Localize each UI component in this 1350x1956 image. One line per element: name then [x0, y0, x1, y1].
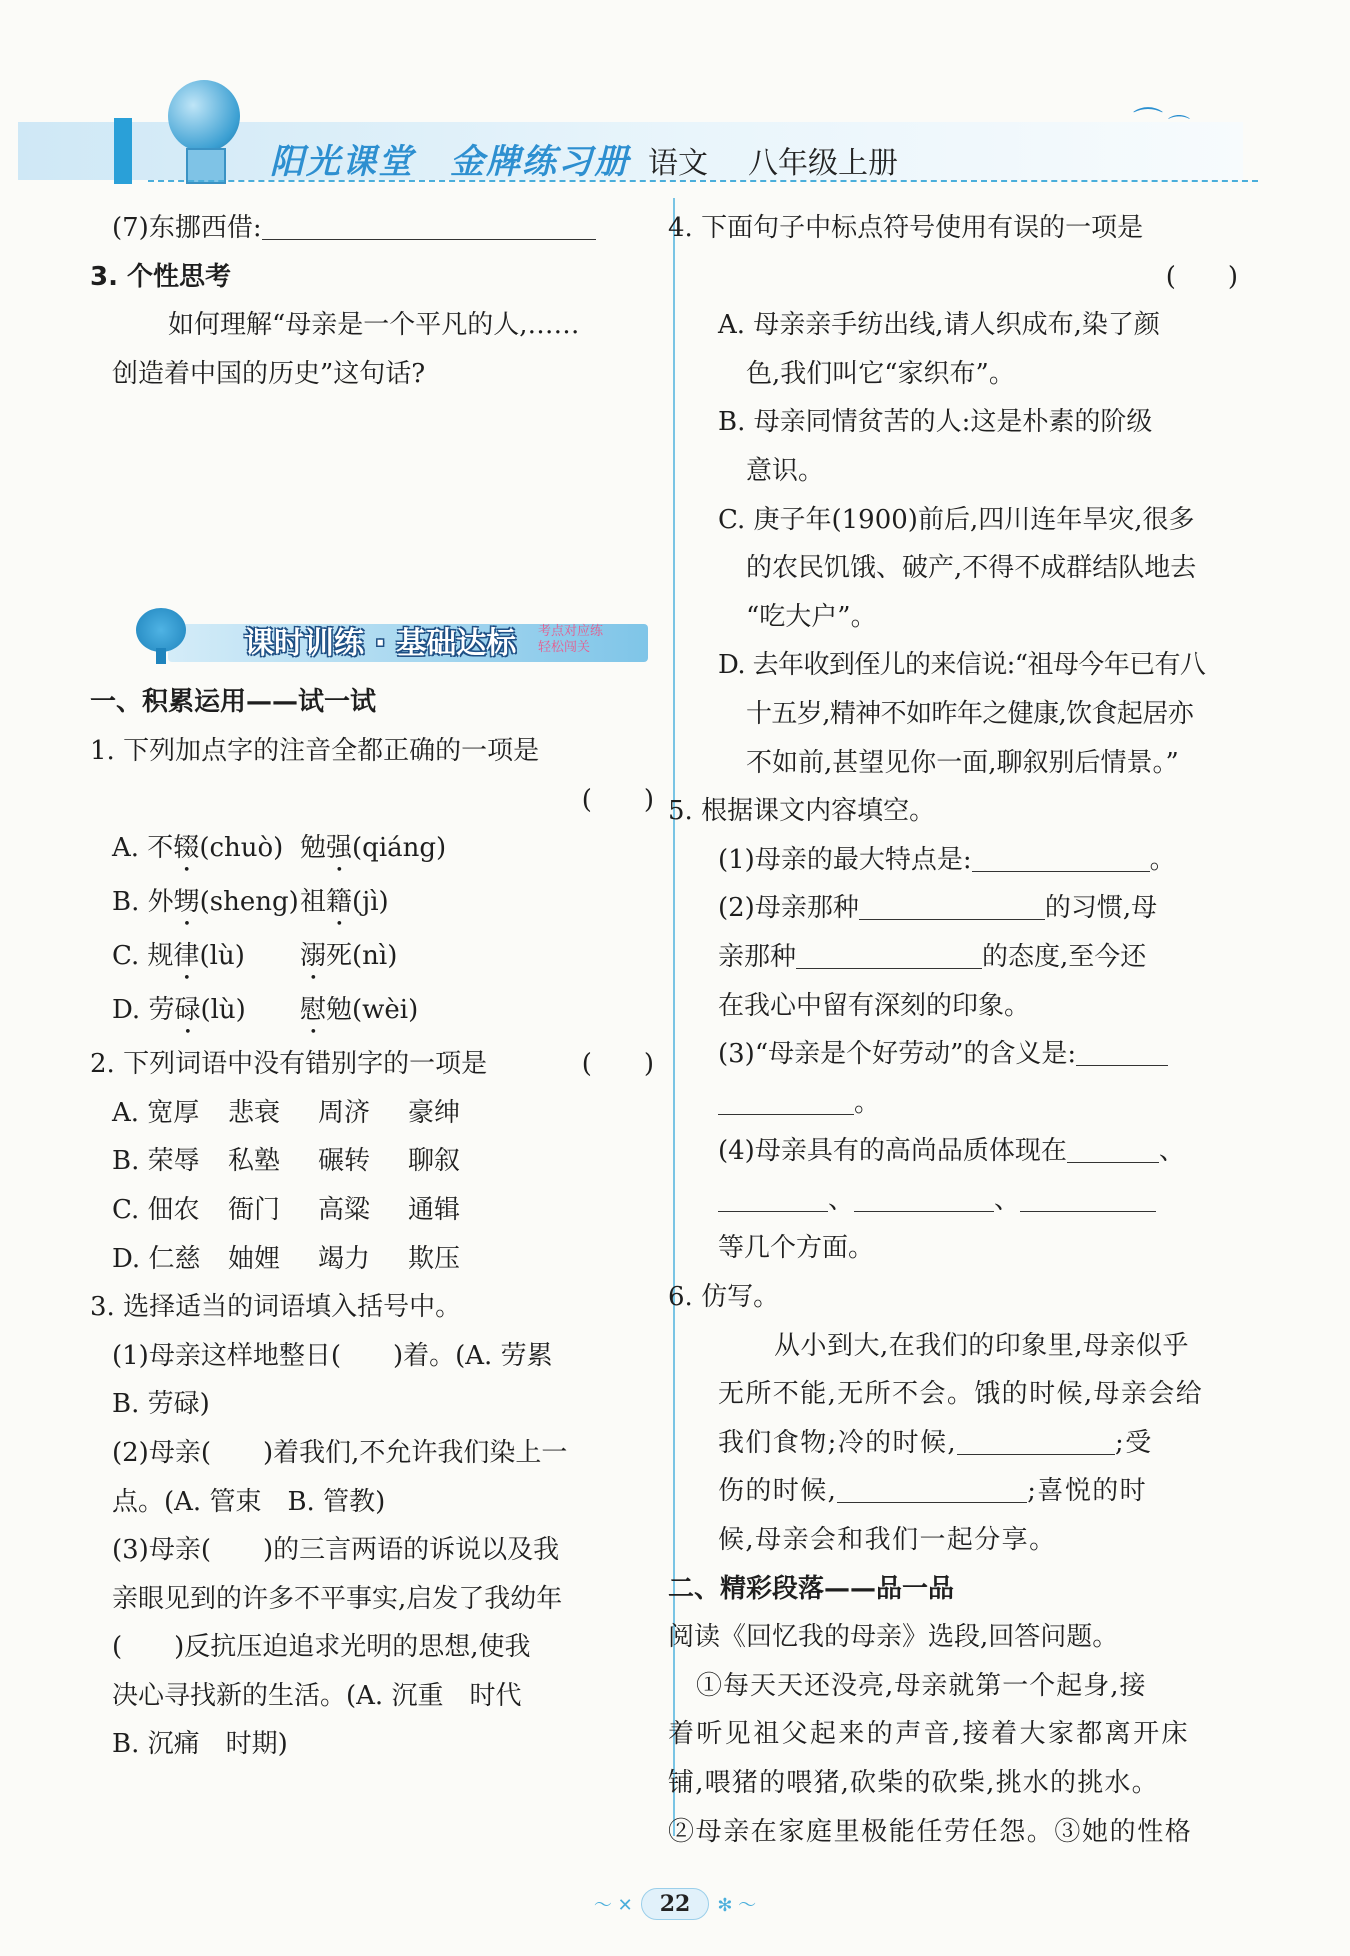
banner-title: 课时训练 · 基础达标 [244, 626, 517, 662]
q3-text: 如何理解“母亲是一个平凡的人,…… [168, 310, 580, 341]
p1-q3-text: (2)母亲( )着我们,不允许我们染上一 [112, 1437, 568, 1468]
q6-text: 我们食物;冷的时候, [718, 1427, 958, 1458]
option-text: (chuò) [199, 833, 284, 864]
p1-q3-text: B. 劳碌) [112, 1389, 210, 1420]
q4-option-a: A. 母亲亲手纺出线,请人织成布,染了颜 [718, 310, 1160, 341]
reading-passage: ①每天天还没亮,母亲就第一个起身,接 [696, 1670, 1147, 1701]
dotted-character: 强 [326, 833, 353, 864]
answer-paren[interactable]: ( ) [581, 1049, 654, 1080]
p1-q1-option-row [112, 824, 654, 878]
answer-space[interactable] [112, 398, 654, 592]
q5-text: 。 [1149, 844, 1176, 875]
globe-icon [168, 80, 240, 152]
q4-option-c: 的农民饥饿、破产,不得不成群结队地去 [746, 553, 1197, 584]
p1-q3-text: 点。(A. 管束 B. 管教) [112, 1486, 386, 1517]
q5-text: 、 [994, 1184, 1021, 1215]
reading-passage: 着听见祖父起来的声音,接着大家都离开床 [668, 1719, 1190, 1750]
q3-text: 创造着中国的历史”这句话? [112, 358, 426, 389]
option-word: 衙门 [228, 1194, 281, 1225]
answer-paren[interactable]: ( ) [581, 784, 654, 815]
q5-4-line [690, 1127, 1238, 1176]
q5-text: 。 [854, 1087, 881, 1118]
option-word: 碾转 [318, 1146, 371, 1177]
p1-q2-options [112, 1089, 654, 1283]
reading-passage: 铺,喂猪的喂猪,砍柴的砍柴,挑水的挑水。 [668, 1768, 1159, 1798]
brand-title: 阳光课堂 金牌练习册 [270, 142, 630, 182]
bird-icon: ⌒ [1168, 115, 1191, 140]
option-word: 通辑 [408, 1194, 461, 1225]
option-word: D. 仁慈 [112, 1243, 201, 1274]
q6-stem: 6. 仿写。 [668, 1282, 780, 1313]
q5-text: 、 [828, 1184, 855, 1215]
answer-blank[interactable] [796, 938, 982, 969]
header-dashed-line [148, 180, 1258, 182]
q4-option-b: 意识。 [746, 455, 825, 486]
q5-text: (3)“母亲是个好劳动”的含义是: [718, 1039, 1077, 1070]
p1-q1-stem: 1. 下列加点字的注音全都正确的一项是 [90, 735, 540, 766]
option-text: (lù) [200, 995, 246, 1026]
p1-q2-option-row [112, 1137, 654, 1186]
answer-blank[interactable] [957, 1424, 1115, 1455]
dotted-character: 溺 [300, 941, 327, 972]
option-word: 妯娌 [228, 1243, 281, 1274]
q5-2-line [690, 884, 1238, 933]
answer-blank[interactable] [1020, 1181, 1156, 1212]
q6-line [690, 1467, 1238, 1516]
q6-text: 无所不能,无所不会。饿的时候,母亲会给 [718, 1379, 1204, 1410]
p1-q3-text: B. 沉痛 时期) [112, 1729, 288, 1760]
option-part [300, 833, 446, 863]
option-part [112, 824, 300, 878]
p1-q3-text: 亲眼见到的许多不平事实,启发了我幼年 [112, 1583, 563, 1614]
p1-q1-paren-line [112, 776, 654, 825]
p1-q3-text: ( )反抗压迫追求光明的思想,使我 [112, 1632, 531, 1663]
p1-q1-option-row [112, 932, 654, 986]
q5-text: (4)母亲具有的高尚品质体现在 [718, 1136, 1067, 1167]
option-word: 竭力 [318, 1243, 371, 1274]
q5-stem: 5. 根据课文内容填空。 [668, 796, 936, 827]
banner-tag-line: 考点对应练 [538, 624, 604, 640]
q6-text: 候,母亲会和我们一起分享。 [718, 1525, 1057, 1556]
option-word: A. 宽厚 [112, 1097, 200, 1128]
q6-text: ;受 [1115, 1427, 1153, 1458]
p1-q3-text: (3)母亲( )的三言两语的诉说以及我 [112, 1535, 560, 1566]
option-text: B. 外 [112, 887, 174, 918]
dotted-character: 籍 [326, 887, 353, 918]
option-word: 豪绅 [408, 1097, 461, 1128]
q5-text: 的态度,至今还 [982, 941, 1147, 972]
p1-q3-text: (1)母亲这样地整日( )着。(A. 劳累 [112, 1340, 553, 1371]
q6-line [690, 1419, 1238, 1468]
option-text: (lù) [199, 941, 245, 972]
option-word: 私塾 [228, 1146, 281, 1177]
option-text: A. 不 [112, 833, 174, 864]
p1-q2-option-row [112, 1186, 654, 1235]
option-text: 死(nì) [326, 941, 398, 972]
tree-trunk-icon [156, 648, 166, 664]
option-text: (sheng) [199, 887, 299, 918]
p1-q2-option-row [112, 1089, 654, 1138]
p1-q1-option-row [112, 878, 654, 932]
option-part [300, 995, 418, 1025]
q7-line [112, 204, 654, 253]
subject-label: 语文 [648, 146, 708, 181]
option-word: 聊叙 [408, 1146, 461, 1177]
p1-q3-stem: 3. 选择适当的词语填入括号中。 [90, 1292, 462, 1323]
option-text: (jì) [352, 887, 389, 918]
p1-q3-text: 决心寻找新的生活。(A. 沉重 时代 [112, 1680, 522, 1711]
answer-blank[interactable] [1076, 1035, 1168, 1066]
dotted-character: 辍 [173, 833, 200, 864]
bird-icon: ⌒ [1133, 106, 1163, 141]
option-word: B. 荣辱 [112, 1146, 200, 1177]
option-part [112, 932, 300, 986]
q5-text: 的习惯,母 [1044, 893, 1158, 924]
dotted-character: 甥 [173, 887, 200, 918]
q4-option-d: D. 去年收到侄儿的来信说:“祖母今年已有八 [718, 650, 1206, 681]
q5-text: (2)母亲那种 [718, 893, 859, 924]
option-text: 勉 [300, 833, 327, 864]
option-text: 祖 [300, 887, 327, 918]
q4-option-c: “吃大户”。 [746, 601, 877, 632]
q5-3-line [690, 1030, 1238, 1079]
q5-text: (1)母亲的最大特点是: [718, 844, 972, 875]
q6-text: 伤的时候, [718, 1476, 838, 1507]
q4-option-d: 不如前,甚望见你一面,聊叙别后情景。” [746, 747, 1179, 778]
answer-blank[interactable] [837, 1472, 1027, 1503]
reading-intro: 阅读《回忆我的母亲》选段,回答问题。 [668, 1622, 1119, 1653]
q7-prompt: (7)东挪西借: [112, 213, 262, 243]
q4-paren-line [690, 253, 1238, 302]
q4-stem: 4. 下面句子中标点符号使用有误的一项是 [668, 213, 1144, 243]
option-text: C. 规 [112, 941, 174, 972]
page-number: 22 [641, 1888, 710, 1920]
banner-tag-line: 轻松闯关 [538, 640, 591, 656]
p1-q2-stem: 2. 下列词语中没有错别字的一项是 [90, 1049, 488, 1080]
p1-q1-option-row [112, 986, 654, 1040]
answer-blank[interactable] [859, 889, 1045, 920]
option-word: 周济 [318, 1097, 371, 1128]
header-accent-bar [114, 118, 132, 184]
answer-blank[interactable] [718, 1181, 828, 1212]
option-part [300, 941, 397, 971]
option-part [300, 887, 389, 917]
answer-blank[interactable] [854, 1181, 994, 1212]
answer-blank[interactable] [718, 1084, 854, 1115]
q5-text: 亲那种 [718, 941, 797, 972]
q5-text: 在我心中留有深刻的印象。 [718, 990, 1031, 1021]
option-word: 悲衰 [228, 1097, 281, 1128]
option-text: (qiáng) [352, 833, 447, 864]
q4-option-b: B. 母亲同情贫苦的人:这是朴素的阶级 [718, 407, 1153, 438]
dotted-character: 慰 [300, 995, 327, 1026]
dotted-character: 律 [173, 941, 200, 972]
option-word: 欺压 [408, 1243, 461, 1274]
q6-text: 从小到大,在我们的印象里,母亲似乎 [774, 1330, 1190, 1361]
dotted-character: 碌 [174, 995, 201, 1026]
q5-1-line [690, 836, 1238, 885]
wave-decoration-icon: ～ ✕ [593, 1895, 633, 1916]
page-header [18, 62, 1238, 192]
q5-4-line [690, 1176, 1238, 1225]
q5-text: 、 [1158, 1136, 1185, 1167]
part2-title: 二、精彩段落——品一品 [668, 1573, 955, 1604]
q5-3-line [690, 1079, 1238, 1128]
option-text: D. 劳 [112, 995, 175, 1026]
q5-2-line [690, 933, 1238, 982]
option-word: C. 佃农 [112, 1194, 200, 1225]
q6-text: ;喜悦的时 [1027, 1476, 1148, 1507]
answer-blank[interactable] [262, 209, 596, 240]
q3-title: 3. 个性思考 [90, 261, 232, 292]
p1-q2-option-row [112, 1235, 654, 1284]
page-footer [0, 1888, 1350, 1920]
option-part [112, 986, 300, 1040]
reading-passage: ②母亲在家庭里极能任劳任怨。③她的性格 [668, 1816, 1193, 1847]
q5-text: 等几个方面。 [718, 1233, 875, 1264]
option-word: 高粱 [318, 1194, 371, 1225]
q4-option-a: 色,我们叫它“家织布”。 [746, 358, 1015, 389]
banner-tag [538, 624, 603, 656]
answer-blank[interactable] [972, 841, 1150, 872]
answer-paren[interactable]: ( ) [1165, 261, 1238, 292]
grade-label: 八年级上册 [748, 146, 898, 181]
option-part [112, 878, 300, 932]
palm-decoration-icon: ✻ ～ [717, 1895, 757, 1916]
globe-stand-icon [186, 148, 226, 184]
answer-blank[interactable] [1067, 1132, 1159, 1163]
q4-option-c: C. 庚子年(1900)前后,四川连年旱灾,很多 [718, 504, 1195, 535]
right-column [668, 204, 1238, 1856]
p1-q1-options [112, 824, 654, 1040]
section-banner [106, 604, 654, 672]
option-text: 勉(wèi) [326, 995, 419, 1026]
q4-option-d: 十五岁,精神不如昨年之健康,饮食起居亦 [746, 698, 1194, 729]
part1-title: 一、积累运用——试一试 [90, 687, 377, 718]
p1-q2-line [90, 1040, 654, 1089]
left-column [90, 204, 654, 1769]
